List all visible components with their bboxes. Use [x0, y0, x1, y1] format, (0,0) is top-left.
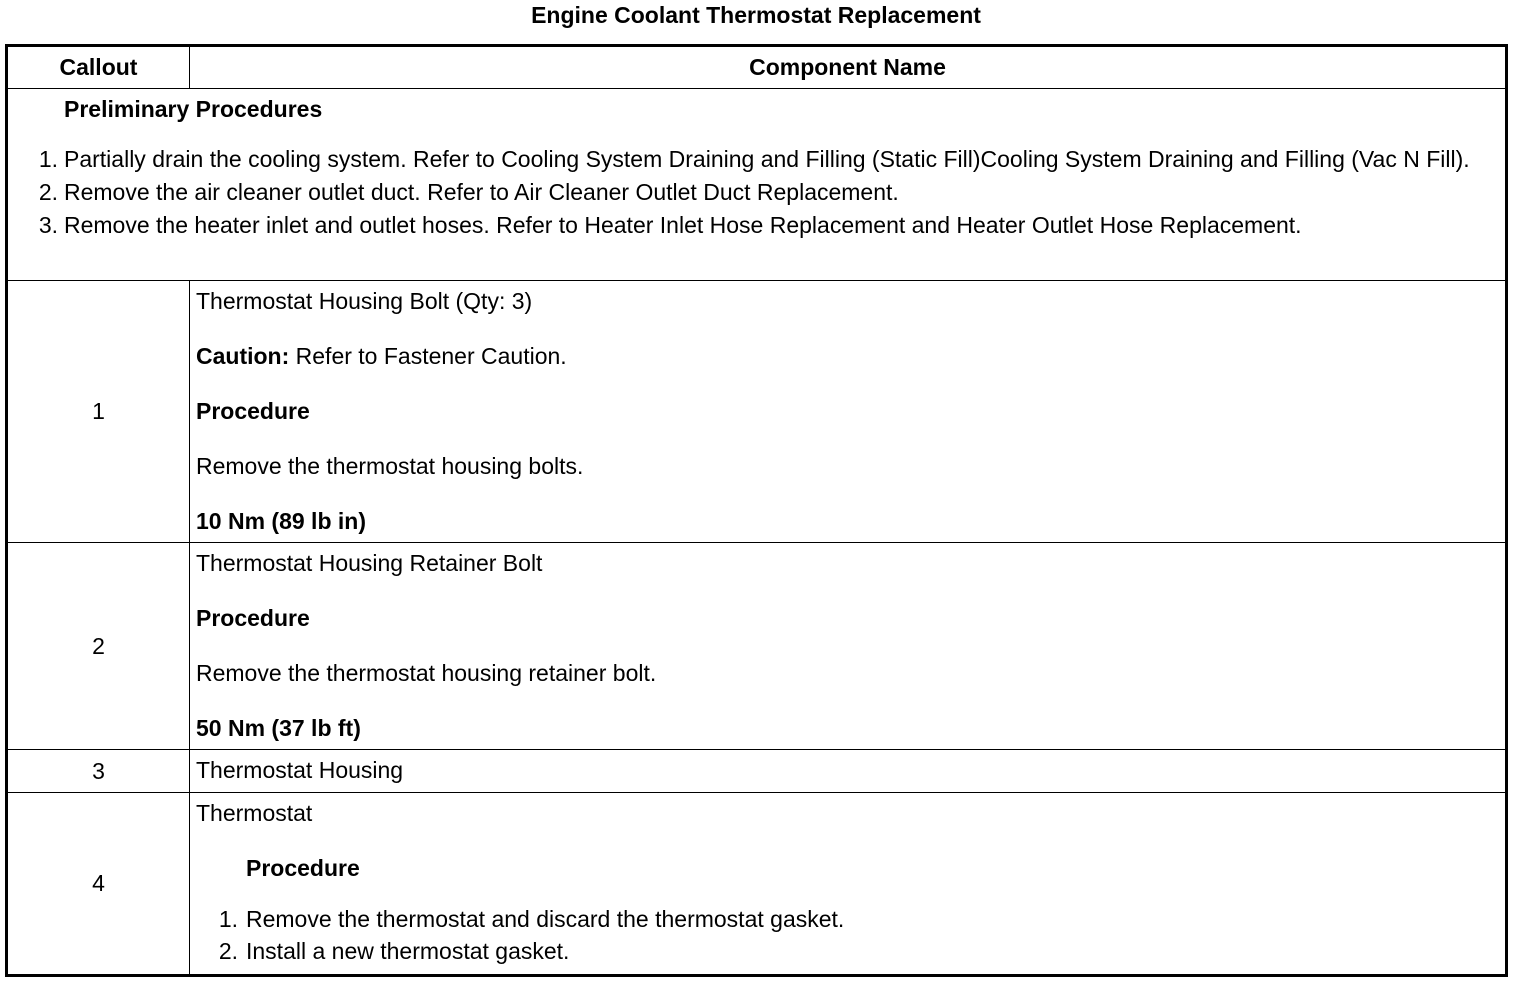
callout-cell: 4 — [7, 793, 190, 976]
step-number: 2. — [218, 938, 238, 964]
component-name: Thermostat Housing — [196, 757, 404, 783]
caution-label: Caution: — [196, 343, 290, 369]
step-text: Install a new thermostat gasket. — [246, 938, 570, 964]
torque-spec: 10 Nm (89 lb in) — [196, 508, 366, 534]
component-cell — [190, 281, 1507, 543]
caution-line — [196, 336, 1505, 391]
step-text: Remove the thermostat and discard the thermostat gasket. — [246, 906, 845, 932]
procedure-text: Remove the thermostat housing bolts. — [196, 453, 584, 479]
component-cell — [190, 750, 1507, 793]
preliminary-heading: Preliminary Procedures — [64, 96, 323, 122]
procedure-label: Procedure — [246, 855, 360, 881]
procedure-label: Procedure — [196, 605, 310, 631]
step-text: Partially drain the cooling system. Refer to Cooling System Draining and Filling (Static Fill)Cooling System Draining and Filling (Vac N Fill). — [64, 146, 1470, 172]
torque-spec: 50 Nm (37 lb ft) — [196, 715, 361, 741]
component-cell — [190, 793, 1507, 976]
procedure-step — [196, 935, 1505, 967]
preliminary-procedures — [7, 89, 1507, 281]
callout-cell: 2 — [7, 543, 190, 750]
table-row — [7, 281, 1507, 543]
table-header-row — [7, 46, 1507, 89]
preliminary-step — [8, 144, 1505, 174]
component-name: Thermostat Housing Bolt (Qty: 3) — [196, 288, 533, 314]
procedure-text: Remove the thermostat housing retainer bolt. — [196, 660, 657, 686]
page-title: Engine Coolant Thermostat Replacement — [531, 2, 981, 28]
step-number: 3. — [38, 212, 58, 238]
table-row — [7, 543, 1507, 750]
table-row — [7, 750, 1507, 793]
callout-cell: 1 — [7, 281, 190, 543]
table-row — [7, 793, 1507, 976]
component-name: Thermostat Housing Retainer Bolt — [196, 550, 543, 576]
component-name: Thermostat — [196, 800, 313, 826]
caution-text: Refer to Fastener Caution. — [289, 343, 567, 369]
callout-cell: 3 — [7, 750, 190, 793]
preliminary-step — [8, 210, 1505, 240]
procedure-step — [196, 903, 1505, 935]
preliminary-row — [7, 89, 1507, 281]
step-number: 1. — [38, 146, 58, 172]
step-number: 2. — [38, 179, 58, 205]
component-cell — [190, 543, 1507, 750]
column-header-component: Component Name — [190, 46, 1507, 89]
procedure-table — [5, 44, 1508, 977]
preliminary-step — [8, 177, 1505, 207]
column-header-callout: Callout — [7, 46, 190, 89]
procedure-label: Procedure — [196, 398, 310, 424]
step-number: 1. — [218, 906, 238, 932]
step-text: Remove the air cleaner outlet duct. Refer to Air Cleaner Outlet Duct Replacement. — [64, 179, 899, 205]
step-text: Remove the heater inlet and outlet hoses. Refer to Heater Inlet Hose Replacement and Heater Outlet Hose Replacement. — [64, 212, 1302, 238]
